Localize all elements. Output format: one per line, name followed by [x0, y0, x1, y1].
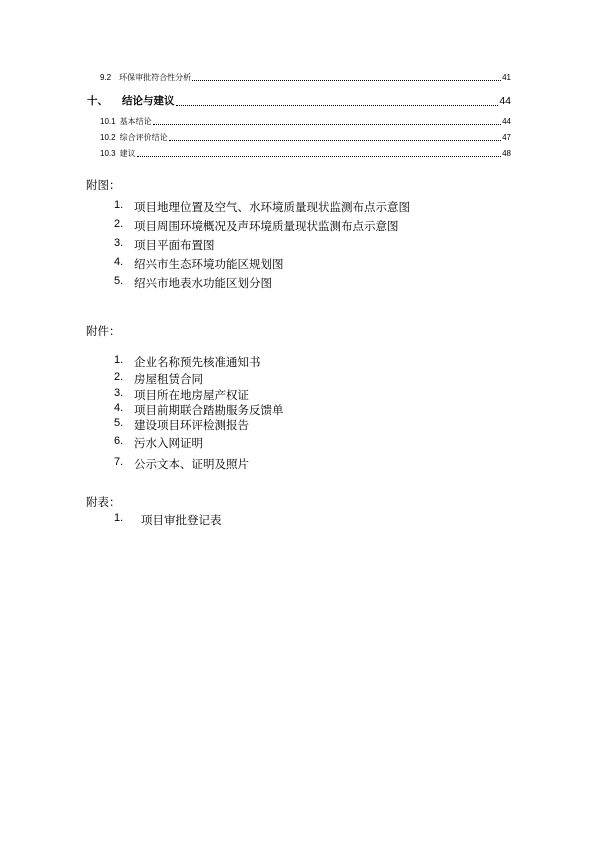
toc-page-number: 41 — [502, 73, 511, 82]
list-number: 1. — [114, 199, 124, 211]
toc-page-number: 47 — [502, 133, 511, 142]
list-text: 项目所在地房屋产权证 — [134, 388, 249, 402]
toc-leader — [192, 80, 501, 81]
toc-number: 10.1 — [100, 117, 116, 126]
attachments-heading: 附件： — [86, 324, 121, 338]
tables-heading: 附表： — [86, 495, 121, 509]
list-text: 项目平面布置图 — [134, 238, 215, 252]
list-text: 项目审批登记表 — [141, 513, 222, 527]
list-text: 房屋租赁合同 — [134, 372, 203, 386]
toc-entry[interactable] — [100, 148, 511, 159]
toc-entry[interactable] — [100, 116, 511, 127]
list-number: 4. — [114, 402, 124, 414]
toc-entry[interactable] — [100, 132, 511, 143]
toc-leader — [137, 156, 502, 157]
toc-number: 10.2 — [100, 133, 116, 142]
list-text: 绍兴市地表水功能区划分图 — [134, 276, 272, 290]
toc-leader — [153, 124, 502, 125]
list-text: 建设项目环评检测报告 — [134, 418, 249, 432]
toc-title: 基本结论 — [119, 117, 152, 126]
list-number: 3. — [114, 237, 124, 249]
list-number: 7. — [114, 456, 124, 468]
list-number: 2. — [114, 218, 124, 230]
list-text: 污水入网证明 — [134, 436, 203, 450]
toc-page-number: 44 — [502, 117, 511, 126]
toc-leader — [169, 140, 502, 141]
toc-title: 综合评价结论 — [119, 133, 168, 142]
list-number: 1. — [114, 354, 124, 366]
toc-leader — [176, 105, 499, 106]
list-number: 3. — [114, 387, 124, 399]
list-text: 绍兴市生态环境功能区规划图 — [134, 257, 284, 271]
figures-heading: 附图： — [86, 178, 121, 192]
toc-page-number: 48 — [502, 149, 511, 158]
toc-entry[interactable] — [87, 93, 511, 108]
toc-title: 建议 — [119, 149, 136, 158]
toc-number: 9.2 — [100, 73, 112, 82]
toc-number: 十、 — [87, 95, 108, 107]
list-number: 5. — [114, 275, 124, 287]
toc-entry[interactable] — [100, 72, 511, 83]
list-number: 1. — [114, 512, 124, 524]
toc-title: 结论与建议 — [122, 95, 175, 107]
list-text: 项目周围环境概况及声环境质量现状监测布点示意图 — [134, 219, 399, 233]
list-number: 4. — [114, 256, 124, 268]
list-text: 企业名称预先核准通知书 — [134, 355, 261, 369]
list-text: 公示文本、证明及照片 — [134, 457, 249, 471]
toc-page-number: 44 — [499, 95, 511, 107]
list-number: 2. — [114, 371, 124, 383]
toc-number: 10.3 — [100, 149, 116, 158]
list-text: 项目地理位置及空气、水环境质量现状监测布点示意图 — [134, 200, 410, 214]
list-number: 5. — [114, 417, 124, 429]
toc-title: 环保审批符合性分析 — [119, 73, 192, 82]
list-text: 项目前期联合踏勘服务反馈单 — [134, 403, 284, 417]
list-number: 6. — [114, 435, 124, 447]
